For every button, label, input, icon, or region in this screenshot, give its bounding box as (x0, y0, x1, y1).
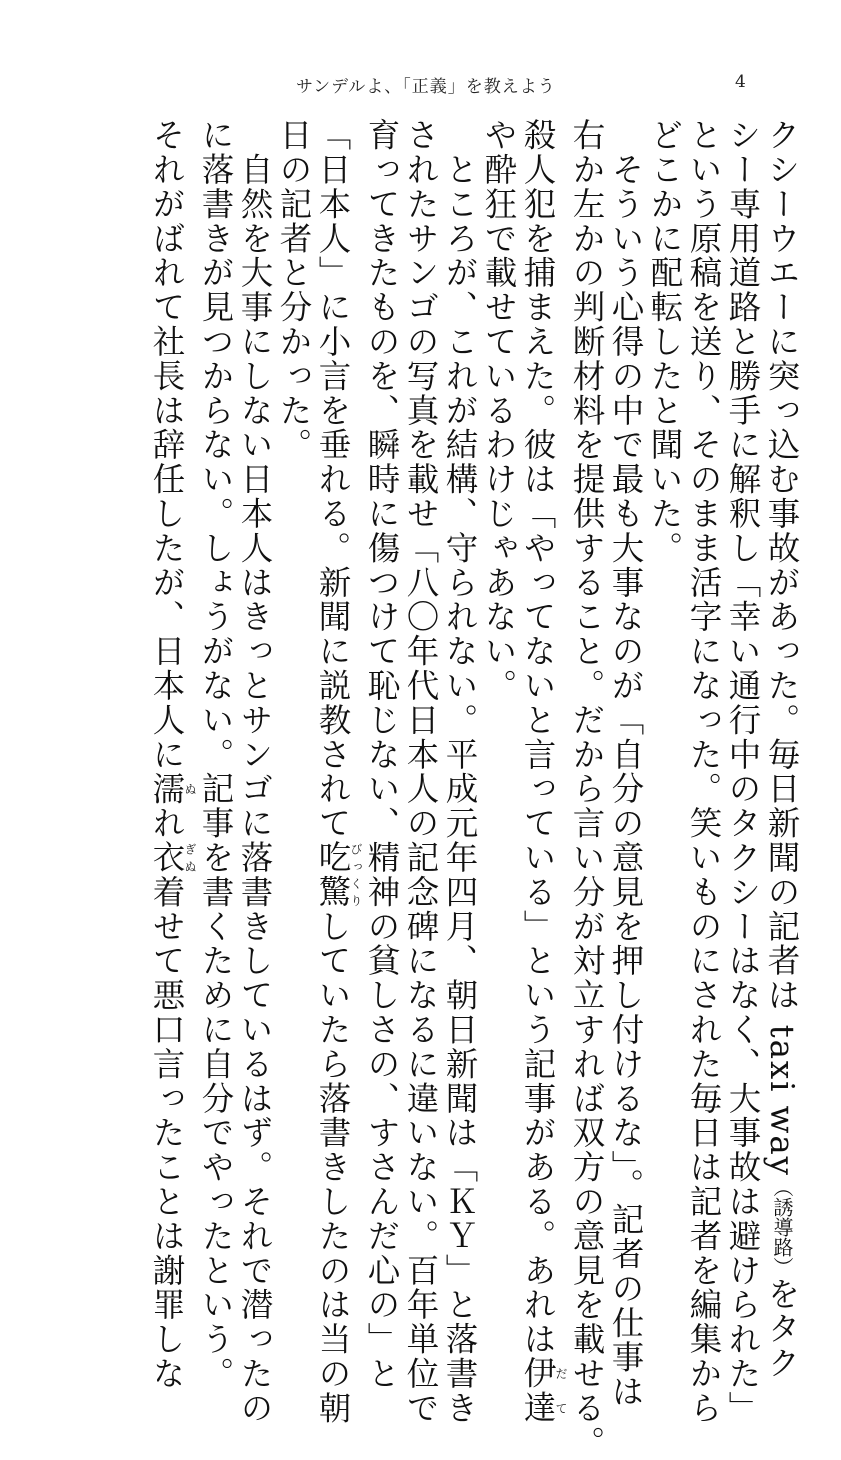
text-column: シー専用道路と勝手に解釈し「幸い通行中のタクシーはなく、大事故は避けられた」 (724, 118, 762, 1426)
text-column: や酔狂で載せているわけじゃあない。 (480, 118, 518, 703)
text-column (762, 118, 801, 1381)
ruby-annotation (148, 771, 197, 807)
text-run: していたら落書きしたのは当の朝 (314, 909, 352, 1426)
ruby-base: 吃驚 (314, 840, 352, 910)
text-column: 自然を大事にしない日本人はきっとサンゴに落書きしているはず。それで潜ったの (236, 118, 274, 1426)
running-header-title: サンデルよ、「正義」を教えよう (296, 77, 556, 97)
ruby-reading: ぎぬ (183, 840, 197, 875)
text-run: 「日本人」に小言を垂れる。新聞に説教されて (314, 118, 352, 841)
text-column: 右か左かの判断材料を提供すること。だから言い分が対立すれば双方の意見を載せる。 (568, 118, 606, 1460)
text-run: クシーウエーに突っ込む事故があった。毎日新聞の記者は (763, 118, 801, 1025)
page-number: 4 (735, 72, 746, 92)
text-column: という原稿を送り、そのまま活字になった。笑いものにされた毎日は記者を編集から (685, 118, 723, 1426)
ruby-annotation (148, 840, 197, 875)
text-column: に落書きが見つからない。しょうがない。記事を書くために自分でやったという。 (197, 118, 235, 1391)
ruby-annotation (314, 840, 363, 910)
text-column (313, 118, 363, 1426)
text-column: そういう心得の中で最も大事なのが「自分の意見を押し付けるな」。記者の仕事は (607, 118, 645, 1409)
text-run: 殺人犯を捕まえた。彼は「やってないと言っている」という記事がある。あれは (519, 118, 557, 1357)
ruby-base: 衣 (148, 840, 186, 875)
text-column: ところが、これが結構、守られない。平成元年四月、朝日新聞は「ＫＹ」と落書き (441, 118, 479, 1426)
text-run: をタク (763, 1276, 801, 1381)
text-run: 育ってきたものを、瞬時に傷つけて恥じない、精神の貧しさの、すさんだ心の」と (363, 118, 401, 1391)
text-column: されたサンゴの写真を載せ「八〇年代日本人の記念碑になるに違いない。百年単位で (402, 118, 440, 1426)
ruby-annotation (519, 1356, 568, 1426)
ruby-base: 伊達 (519, 1356, 557, 1426)
latin-term: taxi way (763, 1024, 801, 1177)
inline-note: （誘導路） (770, 1176, 794, 1277)
text-run: れ (148, 806, 186, 841)
text-column: 日の記者と分かった。 (275, 118, 313, 462)
text-column: どこかに配転したと聞いた。 (646, 118, 684, 566)
text-column (362, 118, 401, 1391)
text-column (147, 118, 197, 1391)
ruby-base: 濡 (148, 771, 186, 807)
text-column (518, 118, 568, 1426)
ruby-reading: びっくり (349, 840, 363, 910)
text-run: 着せて悪口言ったことは謝罪しな (148, 874, 186, 1391)
vertical-body-text (41, 118, 801, 1460)
ruby-reading: ぬ (183, 771, 197, 807)
text-run: それがばれて社長は辞任したが、日本人に (148, 118, 186, 772)
ruby-reading: だて (554, 1356, 568, 1426)
